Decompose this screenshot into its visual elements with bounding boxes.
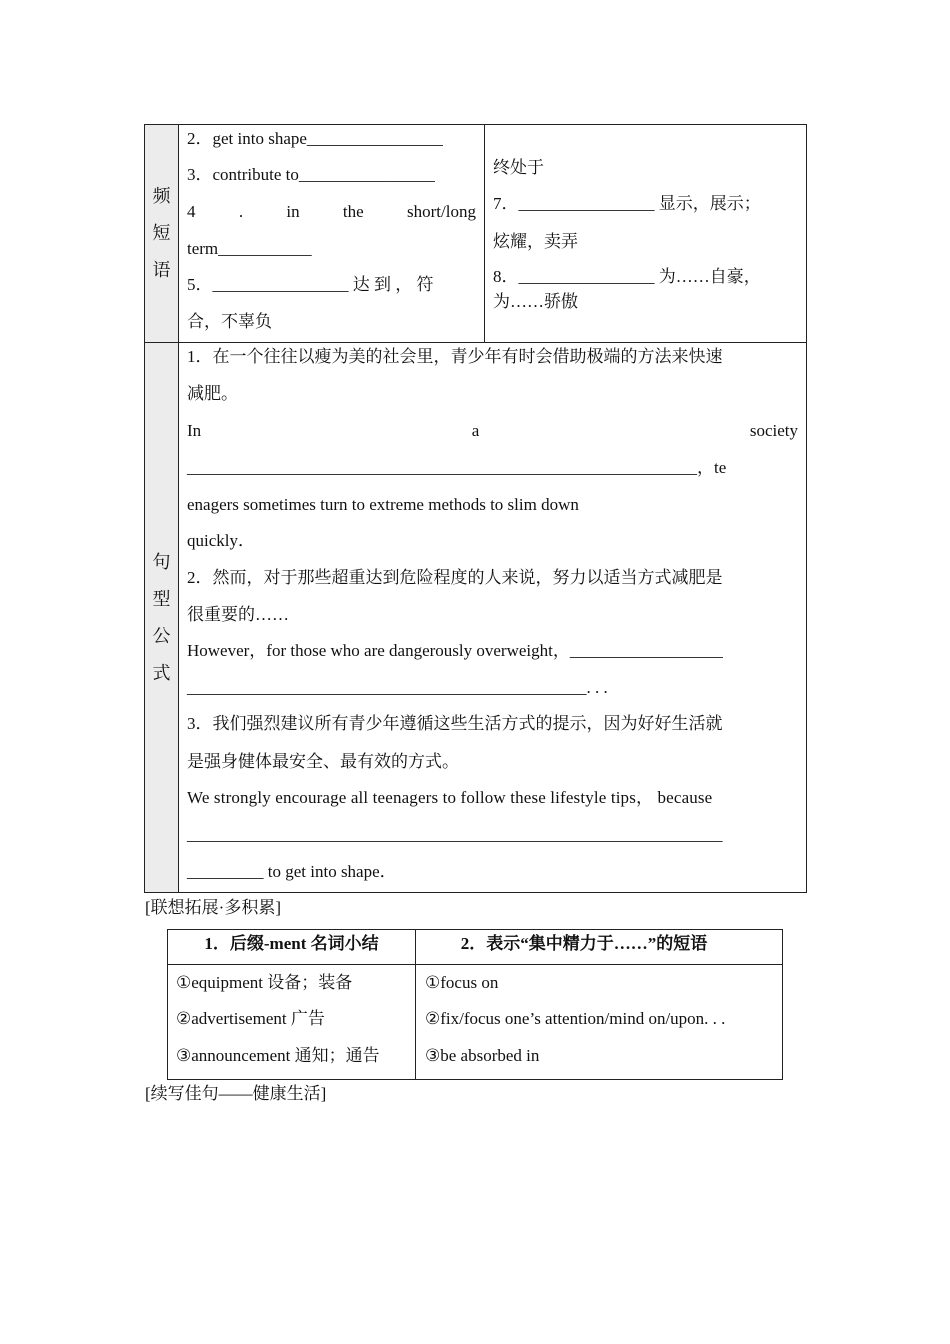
expand-header-right: 2．表示“集中精力于……”的短语 xyxy=(460,934,708,953)
sentence-1-cn-cont: 减肥。 xyxy=(187,384,238,403)
phrase-item-7: 7．________________ 显示，展示； xyxy=(493,194,761,213)
label-char: 公 xyxy=(152,625,171,646)
word: 4 xyxy=(187,202,196,221)
phrase-item-5-cont: 合，不辜负 xyxy=(187,312,272,331)
word: In xyxy=(187,421,202,440)
word: short/long xyxy=(407,202,476,221)
phrase-item-8: 8．________________ 为……自豪， xyxy=(493,267,761,286)
list-item: ②advertisement 广告 xyxy=(176,1009,325,1028)
row-label-phrases xyxy=(145,125,178,342)
sentence-2-cn-cont: 很重要的…… xyxy=(187,605,289,624)
phrase-item-3: 3．contribute to________________ xyxy=(187,165,435,184)
sentence-1-blank: ____________________________________________________________，te xyxy=(187,458,727,477)
label-char: 句 xyxy=(152,551,171,572)
phrase-item-cont: 终处于 xyxy=(493,158,544,177)
section-title-expand: [联想拓展·多积累] xyxy=(145,898,281,917)
sentence-1-en-cont: enagers sometimes turn to extreme methods to slim down xyxy=(187,495,579,514)
divider xyxy=(178,124,179,893)
phrase-item-5: 5．________________ 达 到 ， 符 xyxy=(187,275,434,294)
sentence-2-cn: 2．然而，对于那些超重达到危险程度的人来说，努力以适当方式减肥是 xyxy=(187,568,723,587)
list-item: ③announcement 通知；通告 xyxy=(176,1046,380,1065)
list-item: ①equipment 设备；装备 xyxy=(176,973,353,992)
sentence-3-cn: 3．我们强烈建议所有青少年遵循这些生活方式的提示，因为好好生活就 xyxy=(187,714,723,733)
sentence-1-en-end: quickly． xyxy=(187,531,255,550)
label-char: 短 xyxy=(152,223,171,243)
divider xyxy=(144,342,807,343)
divider xyxy=(167,964,783,965)
phrase-item-4 xyxy=(187,201,476,223)
sentence-1-en xyxy=(187,420,798,442)
word: . xyxy=(238,202,244,221)
row-label-sentences xyxy=(145,343,178,892)
word: society xyxy=(749,421,798,440)
phrase-item-8-cont: 为……骄傲 xyxy=(493,292,578,311)
sentence-1-cn: 1．在一个往往以瘦为美的社会里，青少年有时会借助极端的方法来快速 xyxy=(187,347,723,366)
sentence-3-en-end: _________ to get into shape． xyxy=(187,862,397,881)
phrase-item-2: 2．get into shape________________ xyxy=(187,129,443,148)
sentence-3-en: We strongly encourage all teenagers to follow these lifestyle tips， because xyxy=(187,788,713,807)
expand-header-left: 1．后缀-ment 名词小结 xyxy=(204,934,379,953)
sentence-2-en: However，for those who are dangerously overweight，__________________ xyxy=(187,641,723,660)
section-title-writing: [续写佳句——健康生活] xyxy=(145,1084,327,1103)
label-char: 语 xyxy=(152,260,171,280)
divider xyxy=(484,124,485,343)
phrase-item-7-cont: 炫耀，卖弄 xyxy=(493,232,578,251)
word: a xyxy=(471,421,480,440)
label-char: 型 xyxy=(152,588,171,609)
phrase-item-4-cont: term___________ xyxy=(187,239,312,258)
list-item: ③be absorbed in xyxy=(425,1046,540,1065)
sentence-3-blank: _______________________________________________________________ xyxy=(187,825,723,844)
sentence-3-cn-cont: 是强身健体最安全、最有效的方式。 xyxy=(187,752,459,771)
list-item: ①focus on xyxy=(425,973,499,992)
sentence-2-blank: _______________________________________________. . . xyxy=(187,678,608,697)
word: in xyxy=(286,202,300,221)
label-char: 式 xyxy=(152,662,171,683)
list-item: ②fix/focus one’s attention/mind on/upon. . . xyxy=(425,1009,726,1028)
word: the xyxy=(342,202,364,221)
label-char: 频 xyxy=(152,186,171,206)
